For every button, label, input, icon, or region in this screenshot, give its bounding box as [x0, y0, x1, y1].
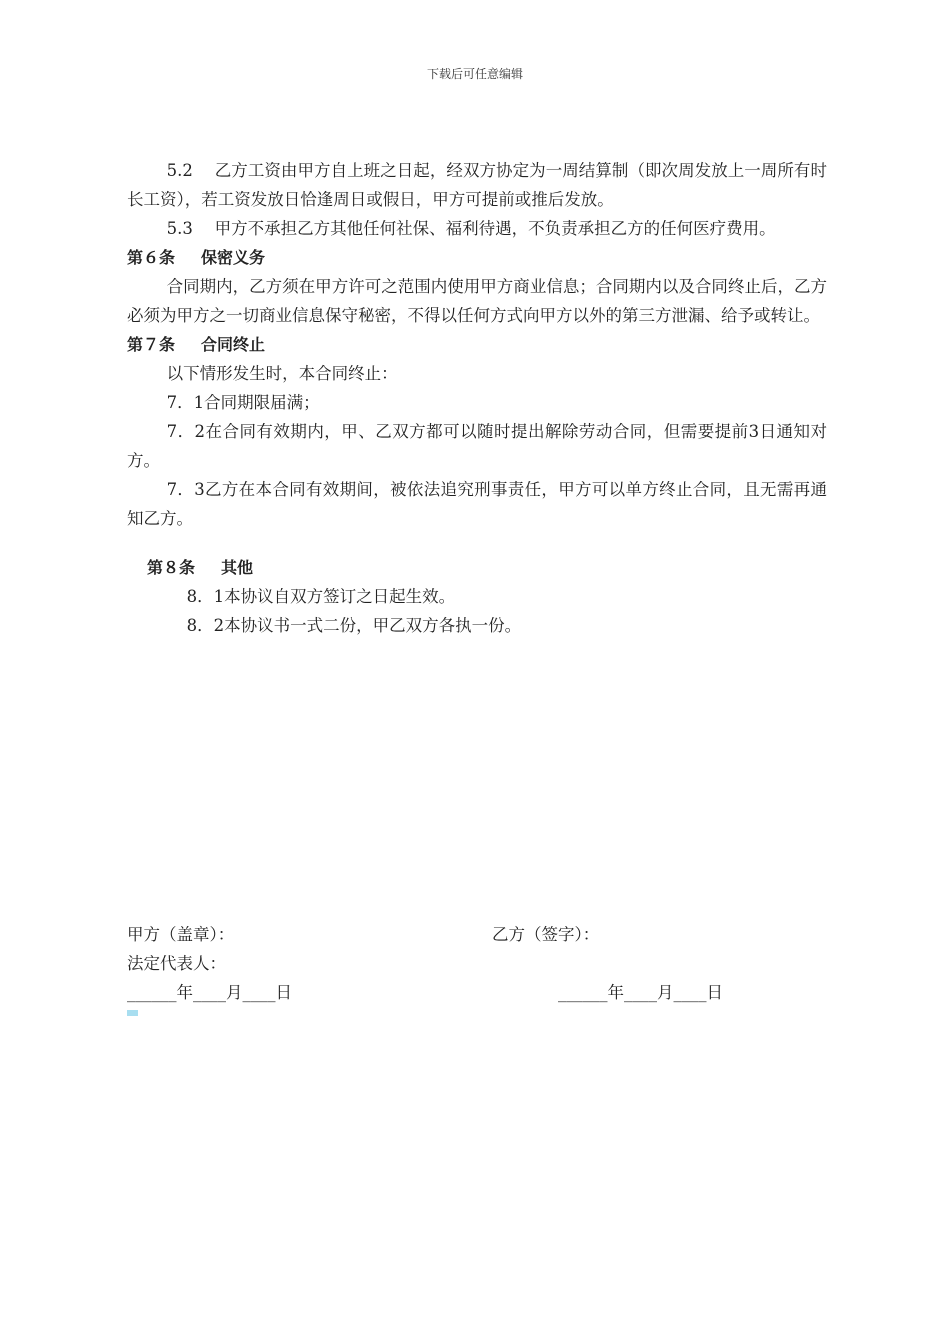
section-7-heading	[127, 330, 827, 359]
section-6-title: 保密义务	[201, 248, 266, 267]
section-8-title: 其他	[221, 558, 254, 577]
section-6-heading	[127, 243, 827, 272]
party-a-seal-label: 甲方（盖章）：	[127, 925, 235, 944]
clause-8-2: 8．2本协议书一式二份，甲乙双方各执一份。	[186, 616, 522, 635]
section-8-number: 第８条	[147, 558, 196, 577]
party-b-date-line: ______年____月____日	[558, 983, 723, 1002]
clause-5-2: 5.2 乙方工资由甲方自上班之日起，经双方协定为一周结算制（即次周发放上一周所有时长工资），若工资发放日恰逢周日或假日，甲方可提前或推后发放。	[127, 161, 827, 209]
party-b-signature-label: 乙方（签字）：	[492, 925, 600, 944]
contract-body	[127, 156, 827, 640]
clause-5-3: 5.3 甲方不承担乙方其他任何社保、福利待遇，不负责承担乙方的任何医疗费用。	[166, 219, 776, 238]
section-7-number: 第７条	[127, 335, 176, 354]
section-7-title: 合同终止	[201, 335, 266, 354]
section-6-number: 第６条	[127, 248, 176, 267]
clause-8-1: 8．1本协议自双方签订之日起生效。	[186, 587, 456, 606]
legal-representative-label: 法定代表人：	[127, 954, 226, 973]
clause-7-2: 7．2在合同有效期内，甲、乙双方都可以随时提出解除劳动合同，但需要提前3日通知对方。	[127, 422, 827, 470]
clause-7-3: 7．3乙方在本合同有效期间，被依法追究刑事责任，甲方可以单方终止合同，且无需再通知乙方。	[127, 480, 827, 528]
section-8	[127, 553, 827, 640]
section-6-body: 合同期内，乙方须在甲方许可之范围内使用甲方商业信息；合同期内以及合同终止后，乙方必须为甲方之一切商业信息保守秘密，不得以任何方式向甲方以外的第三方泄漏、给予或转让。	[127, 277, 827, 325]
section-8-heading	[147, 553, 827, 582]
cursor-marker	[127, 1010, 138, 1016]
page-header: 下载后可任意编辑	[426, 67, 523, 81]
party-a-date-line: ______年____月____日	[127, 983, 292, 1002]
section-7-intro: 以下情形发生时，本合同终止：	[166, 364, 398, 383]
clause-7-1: 7．1合同期限届满；	[166, 393, 320, 412]
